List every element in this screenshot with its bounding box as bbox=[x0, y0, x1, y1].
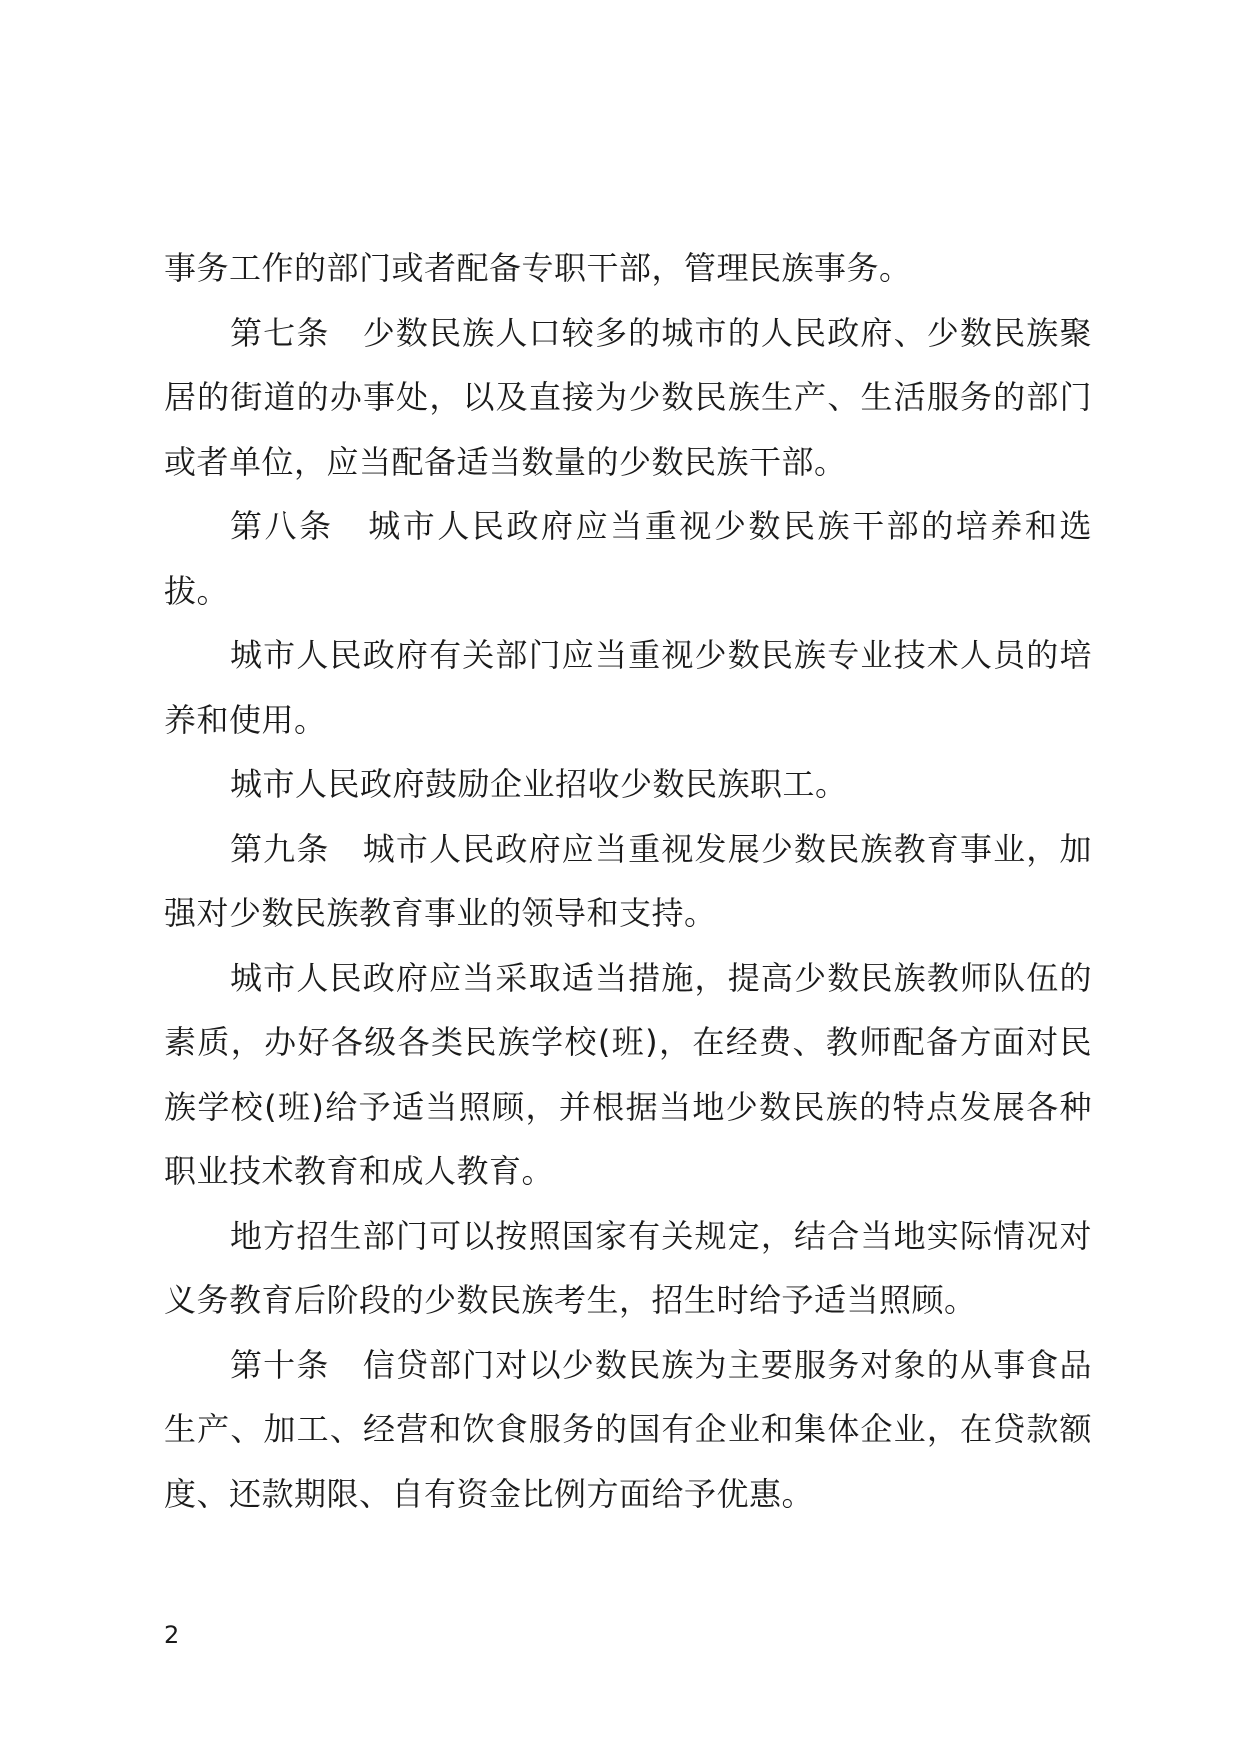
paragraph-continuation: 事务工作的部门或者配备专职干部，管理民族事务。 bbox=[164, 249, 912, 287]
paragraph-article-9-clause-3: 地方招生部门可以按照国家有关规定，结合当地实际情况对义务教育后阶段的少数民族考生，招生时给予适当照顾。 bbox=[164, 1216, 1092, 1319]
document-body bbox=[164, 236, 1092, 1526]
paragraph-article-8-clause-3: 城市人民政府鼓励企业招收少数民族职工。 bbox=[230, 765, 848, 803]
paragraph-article-9-clause-2: 城市人民政府应当采取适当措施，提高少数民族教师队伍的素质，办好各级各类民族学校(班)，在经费、教师配备方面对民族学校(班)给予适当照顾，并根据当地少数民族的特点发展各种职业技术教育和成人教育。 bbox=[164, 958, 1092, 1190]
paragraph-article-10: 第十条 信贷部门对以少数民族为主要服务对象的从事食品生产、加工、经营和饮食服务的国有企业和集体企业，在贷款额度、还款期限、自有资金比例方面给予优惠。 bbox=[164, 1345, 1092, 1513]
paragraph-article-8: 第八条 城市人民政府应当重视少数民族干部的培养和选拔。 bbox=[164, 507, 1092, 610]
paragraph-article-8-clause-2: 城市人民政府有关部门应当重视少数民族专业技术人员的培养和使用。 bbox=[164, 636, 1092, 739]
page-number: 2 bbox=[164, 1621, 180, 1649]
paragraph-article-7: 第七条 少数民族人口较多的城市的人民政府、少数民族聚居的街道的办事处，以及直接为少数民族生产、生活服务的部门或者单位，应当配备适当数量的少数民族干部。 bbox=[164, 313, 1092, 481]
paragraph-article-9: 第九条 城市人民政府应当重视发展少数民族教育事业，加强对少数民族教育事业的领导和支持。 bbox=[164, 829, 1092, 932]
